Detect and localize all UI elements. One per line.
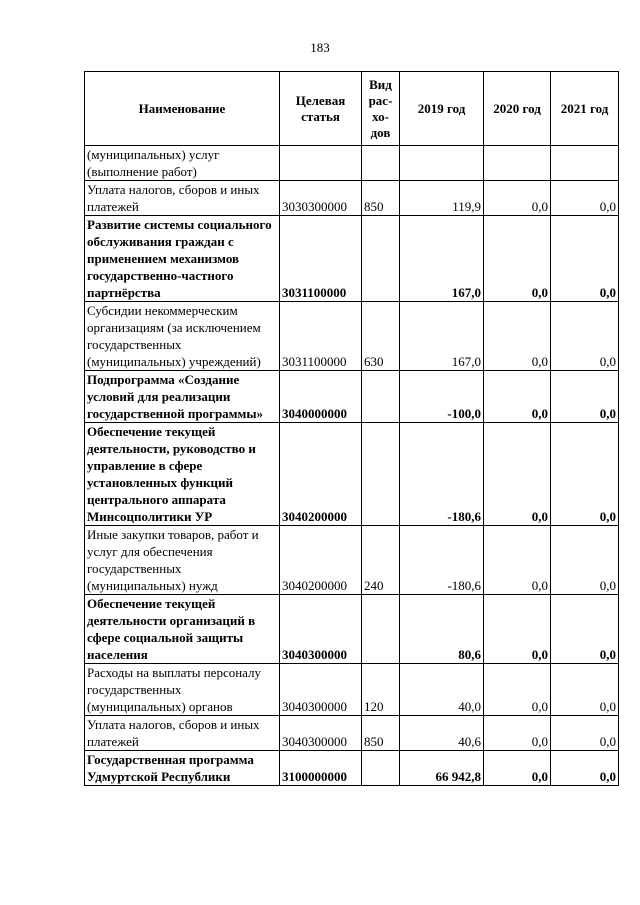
table-row <box>85 751 619 786</box>
table-row <box>85 146 619 181</box>
cell-name: Государственная программа Удмуртской Республики <box>85 751 280 786</box>
cell-2019: -180,6 <box>400 423 484 526</box>
cell-target-article: 3100000000 <box>280 751 362 786</box>
cell-2021: 0,0 <box>551 526 619 595</box>
cell-2019: 167,0 <box>400 302 484 371</box>
header-expense-kind: Вид рас- хо- дов <box>362 72 400 146</box>
cell-expense-kind: 630 <box>362 302 400 371</box>
cell-target-article <box>280 146 362 181</box>
cell-2020: 0,0 <box>484 664 551 716</box>
cell-2020: 0,0 <box>484 371 551 423</box>
cell-2021: 0,0 <box>551 216 619 302</box>
budget-table <box>84 71 619 786</box>
cell-name: Субсидии некоммерческим организациям (за исключением государственных (муниципальных) учреждений) <box>85 302 280 371</box>
cell-2021: 0,0 <box>551 751 619 786</box>
cell-target-article: 3040300000 <box>280 595 362 664</box>
cell-2020: 0,0 <box>484 302 551 371</box>
cell-2020: 0,0 <box>484 526 551 595</box>
cell-target-article: 3040200000 <box>280 526 362 595</box>
table-header-row <box>85 72 619 146</box>
cell-2020: 0,0 <box>484 751 551 786</box>
table-row <box>85 216 619 302</box>
table-row <box>85 716 619 751</box>
cell-2019: 167,0 <box>400 216 484 302</box>
cell-name: Расходы на выплаты персоналу государственных (муниципальных) органов <box>85 664 280 716</box>
header-2020: 2020 год <box>484 72 551 146</box>
table-row <box>85 181 619 216</box>
cell-expense-kind <box>362 423 400 526</box>
header-name: Наименование <box>85 72 280 146</box>
cell-2020: 0,0 <box>484 716 551 751</box>
cell-2021: 0,0 <box>551 716 619 751</box>
cell-target-article: 3040000000 <box>280 371 362 423</box>
header-target-article: Целевая статья <box>280 72 362 146</box>
cell-2020: 0,0 <box>484 216 551 302</box>
cell-2021: 0,0 <box>551 181 619 216</box>
cell-2021 <box>551 146 619 181</box>
cell-2021: 0,0 <box>551 423 619 526</box>
cell-2019: 119,9 <box>400 181 484 216</box>
cell-2019: 40,0 <box>400 664 484 716</box>
cell-expense-kind <box>362 371 400 423</box>
cell-2019: -180,6 <box>400 526 484 595</box>
cell-2019: 66 942,8 <box>400 751 484 786</box>
cell-2021: 0,0 <box>551 371 619 423</box>
cell-target-article: 3040300000 <box>280 716 362 751</box>
cell-2021: 0,0 <box>551 664 619 716</box>
cell-target-article: 3040200000 <box>280 423 362 526</box>
cell-name: Подпрограмма «Создание условий для реализации государственной программы» <box>85 371 280 423</box>
table-row <box>85 664 619 716</box>
cell-2020: 0,0 <box>484 181 551 216</box>
cell-target-article: 3030300000 <box>280 181 362 216</box>
cell-2021: 0,0 <box>551 595 619 664</box>
page-number: 183 <box>310 40 330 55</box>
cell-target-article: 3031100000 <box>280 302 362 371</box>
header-2019: 2019 год <box>400 72 484 146</box>
cell-name: Уплата налогов, сборов и иных платежей <box>85 181 280 216</box>
cell-2020 <box>484 146 551 181</box>
cell-expense-kind <box>362 751 400 786</box>
cell-target-article: 3031100000 <box>280 216 362 302</box>
table-row <box>85 302 619 371</box>
cell-expense-kind <box>362 146 400 181</box>
cell-name: Иные закупки товаров, работ и услуг для обеспечения государственных (муниципальных) нужд <box>85 526 280 595</box>
cell-name: Уплата налогов, сборов и иных платежей <box>85 716 280 751</box>
cell-expense-kind <box>362 595 400 664</box>
cell-expense-kind <box>362 216 400 302</box>
table-row <box>85 423 619 526</box>
cell-name: Обеспечение текущей деятельности, руководство и управление в сфере установленных функций центрального аппарата Минсоцполитики УР <box>85 423 280 526</box>
cell-name: Развитие системы социального обслуживания граждан с применением механизмов государственно-частного партнёрства <box>85 216 280 302</box>
cell-2019 <box>400 146 484 181</box>
table-row <box>85 371 619 423</box>
table-row <box>85 526 619 595</box>
cell-expense-kind: 120 <box>362 664 400 716</box>
cell-2021: 0,0 <box>551 302 619 371</box>
cell-expense-kind: 850 <box>362 716 400 751</box>
cell-expense-kind: 240 <box>362 526 400 595</box>
table-row <box>85 595 619 664</box>
cell-name: Обеспечение текущей деятельности организаций в сфере социальной защиты населения <box>85 595 280 664</box>
cell-target-article: 3040300000 <box>280 664 362 716</box>
cell-2020: 0,0 <box>484 595 551 664</box>
cell-2020: 0,0 <box>484 423 551 526</box>
cell-name: (муниципальных) услуг (выполнение работ) <box>85 146 280 181</box>
cell-2019: 40,6 <box>400 716 484 751</box>
cell-2019: -100,0 <box>400 371 484 423</box>
cell-2019: 80,6 <box>400 595 484 664</box>
header-2021: 2021 год <box>551 72 619 146</box>
cell-expense-kind: 850 <box>362 181 400 216</box>
